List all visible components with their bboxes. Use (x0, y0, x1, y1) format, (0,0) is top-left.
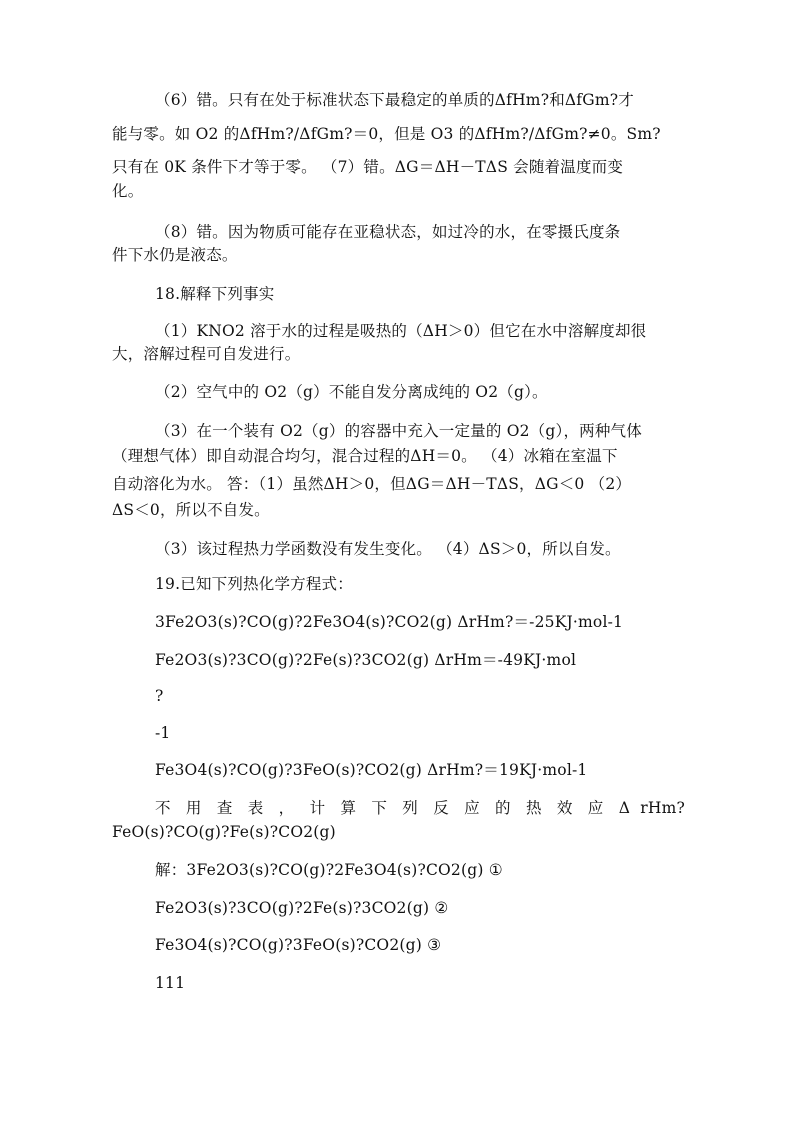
text-line: 大，溶解过程可自发进行。 (112, 345, 301, 363)
equation-line: 3Fe2O3(s)?CO(g)?2Fe3O4(s)?CO2(g) ΔrHm?＝-25KJ·mol-1 (155, 613, 624, 631)
text-line: 件下水仍是液态。 (112, 246, 238, 264)
text-line: （3）在一个装有 O2（g）的容器中充入一定量的 O2（g），两种气体 (155, 422, 642, 440)
equation-line: Fe2O3(s)?3CO(g)?2Fe(s)?3CO2(g) ΔrHm＝-49KJ·mol (155, 651, 577, 669)
text-line: 能与零。如 O2 的ΔfHm?/ΔfGm?＝0，但是 O3 的ΔfHm?/ΔfGm?≠0。Sm? (112, 125, 661, 143)
text-line: （6）错。只有在处于标准状态下最稳定的单质的ΔfHm?和ΔfGm?才 (155, 91, 634, 109)
equation-line: 解：3Fe2O3(s)?CO(g)?2Fe3O4(s)?CO2(g) ① (155, 861, 503, 879)
section-heading: 19.已知下列热化学方程式： (155, 575, 353, 593)
equation-line: Fe3O4(s)?CO(g)?3FeO(s)?CO2(g) ΔrHm?＝19KJ·mol-1 (155, 761, 588, 779)
equation-line: Fe3O4(s)?CO(g)?3FeO(s)?CO2(g) ③ (155, 936, 442, 954)
text-line: 只有在 0K 条件下才等于零。 （7）错。ΔG＝ΔH－TΔS 会随着温度而变 (112, 158, 624, 176)
text-line: 不 用 查 表 ， 计 算 下 列 反 应 的 热 效 应 Δ rHm? (155, 799, 685, 817)
text-line: 自动溶化为水。 答：（1）虽然ΔH＞0，但ΔG＝ΔH－TΔS，ΔG＜0 （2） (112, 475, 632, 493)
text-line: （理想气体）即自动混合均匀，混合过程的ΔH＝0。 （4）冰箱在室温下 (112, 447, 618, 465)
text-line: 化。 (112, 182, 144, 200)
equation-line: FeO(s)?CO(g)?Fe(s)?CO2(g) (112, 823, 336, 841)
text-line: 111 (155, 974, 186, 992)
text-line: （8）错。因为物质可能存在亚稳状态，如过冷的水，在零摄氏度条 (155, 223, 621, 241)
text-line: ? (155, 687, 164, 705)
text-line: ΔS＜0，所以不自发。 (112, 501, 270, 519)
section-heading: 18.解释下列事实 (155, 285, 275, 303)
text-line: （2）空气中的 O2（g）不能自发分离成纯的 O2（g）。 (155, 383, 548, 401)
equation-line: Fe2O3(s)?3CO(g)?2Fe(s)?3CO2(g) ② (155, 899, 449, 917)
text-line: （3）该过程热力学函数没有发生变化。 （4）ΔS＞0，所以自发。 (155, 540, 621, 558)
text-line: （1）KNO2 溶于水的过程是吸热的（ΔH＞0）但它在水中溶解度却很 (155, 322, 647, 340)
text-line: -1 (155, 724, 171, 742)
